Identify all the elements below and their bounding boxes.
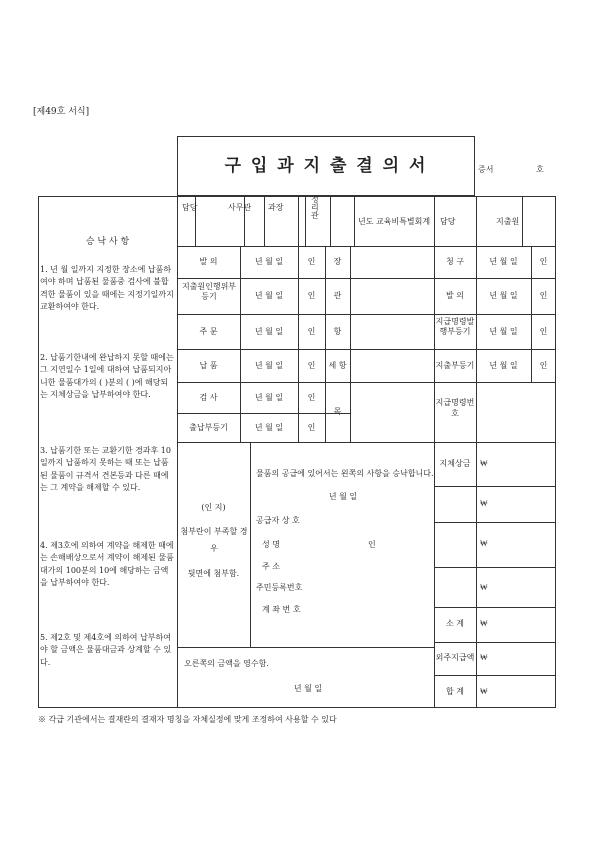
row-date: 년 월 일: [254, 393, 284, 402]
budget-item-label: 목: [333, 407, 342, 416]
table-rule: [330, 196, 331, 246]
money-row-currency: ₩: [480, 583, 488, 592]
money-row-currency: ₩: [480, 499, 488, 508]
approval-officer: 사무관: [228, 203, 252, 212]
table-rule: [476, 442, 477, 708]
stamp-note-2: 뒷면에 첨부함.: [187, 569, 240, 578]
consent-item: 2. 납품기한내에 완납하지 못할 때에는 그 지연일수 1일에 대하여 납품되지아니한 물품대가의 ( )분의 ( )에 해당되는 지체상금을 납부하여야 한다.: [40, 353, 174, 400]
right-row-label: 지급명령발행부등기: [435, 317, 475, 337]
consent-item: 5. 제2호 및 제4호에 의하여 납부하여야 할 금액은 물품대금과 상계할 수 있다.: [40, 633, 172, 667]
supplier-account-label: 계 좌 번 호: [262, 605, 301, 614]
table-rule: [177, 314, 556, 315]
table-rule: [434, 567, 556, 568]
footnote: ※ 각급 기관에서는 결재란의 결재자 명칭을 자체실정에 맞게 조정하여 사용할 수 있다: [38, 715, 337, 724]
money-row-currency: ₩: [480, 653, 488, 662]
row-date: 년 월 일: [254, 423, 284, 432]
table-rule: [476, 246, 477, 442]
row-seal: 인: [307, 327, 316, 336]
row-seal: 인: [307, 423, 316, 432]
right-row-seal: 인: [539, 361, 548, 370]
row-seal: 인: [307, 291, 316, 300]
row-seal: 인: [307, 393, 316, 402]
row-seal: 인: [307, 361, 316, 370]
table-rule: [177, 647, 434, 648]
row-label: 지출원인행위부등기: [181, 282, 237, 302]
table-rule: [476, 196, 477, 246]
table-rule: [354, 196, 355, 246]
stamp-seal-label: (인 지): [201, 503, 226, 512]
right-row-seal: 인: [539, 257, 548, 266]
supplier-rrn-label: 주민등록번호: [256, 583, 303, 592]
right-row-label: 지출부등기: [435, 361, 475, 370]
approval-clerk: 정리관: [311, 195, 319, 220]
table-rule: [434, 607, 556, 608]
table-rule: [177, 278, 556, 279]
consent-item: 3. 납품기한 또는 교환기한 경과후 10일까지 납품하지 못하는 때 또는 납품된 물품이 규격서 견본등과 다른 때에는 그 계약을 해제할 수 있다.: [40, 446, 171, 493]
form-number: [제49호 서식]: [33, 107, 90, 117]
right-row-label: 청 구: [446, 257, 464, 266]
consent-item: 4. 제3호에 의하여 계약을 해제한 때에는 손해배상으로서 계약이 해제된 물품대가의 100분의 10에 해당하는 금액을 납부하여야 한다.: [40, 541, 174, 588]
table-rule: [177, 246, 556, 247]
row-label: 발 의: [199, 257, 218, 266]
receipt-date: 년 월 일: [293, 684, 323, 693]
right-row-seal: 인: [539, 291, 548, 300]
row-label: 검 사: [199, 393, 218, 402]
money-row-label: 지체상금: [439, 459, 471, 468]
money-row-label: 소 계: [446, 619, 464, 628]
row-date: 년 월 일: [254, 361, 284, 370]
consent-title: 승 낙 사 항: [85, 237, 130, 247]
row-date: 년 월 일: [254, 291, 284, 300]
table-rule: [434, 442, 435, 708]
money-row-currency: ₩: [480, 539, 488, 548]
row-label: 납 품: [199, 361, 218, 370]
supplier-label: 공급자 상 호: [256, 516, 300, 525]
supplier-name-label: 성 명: [262, 540, 280, 549]
row-date: 년 월 일: [254, 257, 284, 266]
table-rule: [522, 196, 523, 246]
table-rule: [264, 196, 265, 246]
right-row-date: 년 월 일: [489, 327, 518, 336]
budget-item-label: 항: [333, 327, 342, 336]
stamp-note-1: 첨부란이 부족할 경우: [180, 527, 248, 553]
money-row-label: 합 계: [446, 687, 464, 696]
table-rule: [434, 675, 556, 676]
receipt-text: 오른쪽의 금액을 영수함.: [184, 659, 269, 668]
approval-year-label: 년도 교육비특별회계: [358, 217, 431, 226]
table-rule: [177, 196, 178, 708]
right-row-date: 년 월 일: [489, 291, 518, 300]
consent-item: 1. 년 월 일까지 지정한 장소에 납품하여야 하며 납품된 물품중 검사에 불합격한 물품이 있을 때에는 지정기일까지 교환하여야 한다.: [40, 265, 174, 312]
right-row-seal: 인: [539, 327, 548, 336]
table-rule: [298, 196, 299, 246]
table-rule: [434, 196, 435, 246]
money-row-currency: ₩: [480, 687, 488, 696]
right-row-label: 지급명령번 호: [435, 398, 475, 419]
approval-disbursing-label: 지출원: [496, 217, 520, 226]
table-rule: [250, 442, 251, 647]
supplier-address-label: 주 소: [262, 562, 280, 571]
table-rule: [434, 642, 556, 643]
supplier-seal: 인: [368, 540, 376, 549]
supplier-intro: 물품의 공급에 있어서는 왼쪽의 사항을 승낙합니다.: [256, 469, 434, 478]
document-no-label: 증서: [478, 165, 494, 174]
table-rule: [305, 196, 306, 246]
approval-chief: 과장: [268, 203, 284, 212]
budget-item-label: 장: [333, 257, 342, 266]
table-rule: [434, 522, 556, 523]
table-rule: [177, 349, 556, 350]
right-row-date: 년 월 일: [489, 361, 518, 370]
document-no-suffix: 호: [536, 165, 544, 174]
row-date: 년 월 일: [254, 327, 284, 336]
right-row-date: 년 월 일: [489, 257, 518, 266]
supplier-date: 년 월 일: [328, 492, 358, 501]
money-row-currency: ₩: [480, 619, 488, 628]
right-row-label: 발 의: [446, 291, 464, 300]
page-title: 구 입 과 지 출 결 의 서: [224, 156, 428, 176]
budget-item-label: 세 항: [328, 361, 347, 370]
approval-staff-1: 담당: [182, 203, 198, 212]
table-rule: [350, 246, 351, 442]
table-rule: [177, 442, 556, 443]
table-rule: [434, 486, 556, 487]
row-label: 출납부등기: [189, 423, 228, 432]
table-rule: [177, 382, 556, 383]
row-label: 주 문: [199, 327, 218, 336]
money-row-currency: ₩: [480, 459, 488, 468]
row-seal: 인: [307, 257, 316, 266]
approval-staff-label: 담당: [440, 217, 456, 226]
money-row-label: 외주지급액: [435, 653, 475, 662]
budget-item-label: 관: [333, 291, 342, 300]
